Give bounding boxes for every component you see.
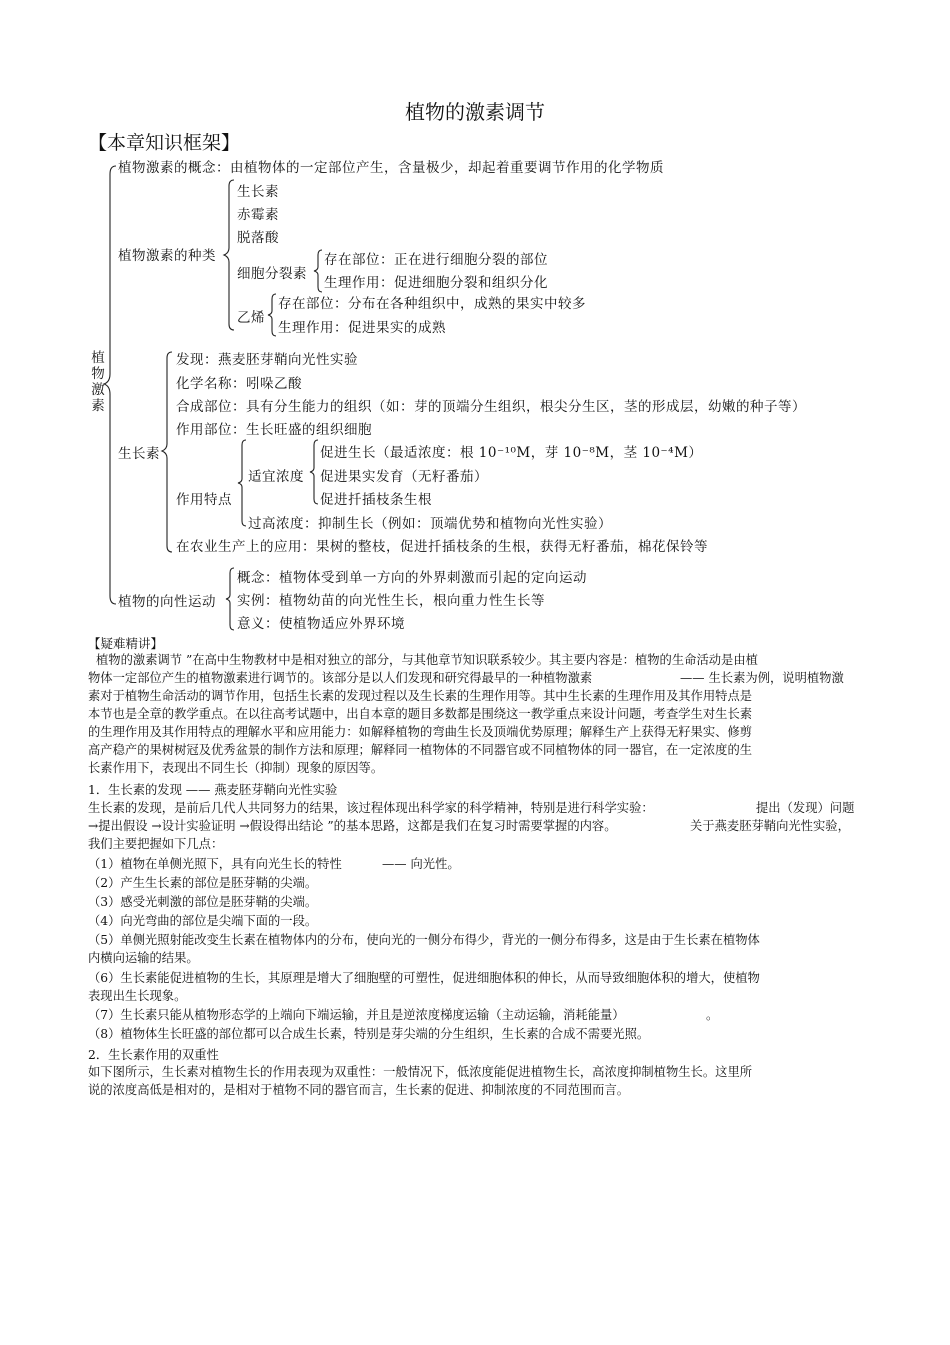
section-1-line: 提出（发现）问题 bbox=[756, 801, 855, 815]
high-concentration: 过高浓度：抑制生长（例如：顶端优势和植物向光性实验） bbox=[248, 516, 612, 532]
intro-line: 物体一定部位产生的植物激素进行调节的。该部分是以人们发现和研究得最早的一种植物激素 bbox=[88, 671, 593, 685]
cytokinin-location: 存在部位：正在进行细胞分裂的部位 bbox=[324, 252, 548, 268]
tropism-concept: 概念：植物体受到单一方向的外界刺激而引起的定向运动 bbox=[237, 570, 587, 586]
section-1-line: →提出假设 →设计实验证明 →假设得出结论 ”的基本思路，这都是我们在复习时需要掌握的内容。 bbox=[88, 819, 617, 833]
ethylene-location: 存在部位：分布在各种组织中，成熟的果实中较多 bbox=[278, 296, 586, 312]
type-abscisic-acid: 脱落酸 bbox=[237, 230, 279, 246]
section-1-line: 生长素的发现，是前后几代人共同努力的结果，该过程体现出科学家的科学精神，特别是进行科学实验： bbox=[88, 801, 654, 815]
suitable-fruit-development: 促进果实发育（无籽番茄） bbox=[320, 469, 488, 485]
intro-line: 长素作用下，表现出不同生长（抑制）现象的原因等。 bbox=[88, 761, 384, 775]
ethylene-brace bbox=[268, 294, 278, 336]
section-heading: 【疑难精讲】 bbox=[88, 636, 164, 651]
types-label: 植物激素的种类 bbox=[118, 248, 216, 264]
auxin-synthesis: 合成部位：具有分生能力的组织（如：芽的顶端分生组织，根尖分生区，茎的形成层，幼嫩的种子等） bbox=[176, 399, 806, 415]
cytokinin-brace bbox=[314, 250, 324, 292]
page-title: 植物的激素调节 bbox=[405, 100, 545, 124]
auxin-chemical-name: 化学名称：吲哚乙酸 bbox=[176, 376, 302, 392]
section-1-line: 我们主要把握如下几点： bbox=[88, 837, 224, 851]
intro-line: —— 生长素为例，说明植物激 bbox=[680, 671, 844, 685]
concept-line: 植物激素的概念：由植物体的一定部位产生，含量极少，却起着重要调节作用的化学物质 bbox=[118, 160, 664, 176]
intro-line: 高产稳产的果树树冠及优秀盆景的制作方法和原理；解释同一植物体的不同器官或不同植物体的同一器官，在一定浓度的生 bbox=[88, 743, 753, 757]
section-2-title: 2．生长素作用的双重性 bbox=[88, 1048, 219, 1062]
point-item: 表现出生长现象。 bbox=[88, 989, 187, 1003]
point-item: （1）植物在单侧光照下，具有向光生长的特性 bbox=[88, 857, 342, 871]
cytokinin-function: 生理作用：促进细胞分裂和组织分化 bbox=[324, 275, 548, 291]
tropism-label: 植物的向性运动 bbox=[118, 594, 216, 610]
tropism-example: 实例：植物幼苗的向光性生长，根向重力性生长等 bbox=[237, 593, 545, 609]
section-2-line: 说的浓度高低是相对的，是相对于植物不同的器官而言，生长素的促进、抑制浓度的不同范围而言。 bbox=[88, 1083, 630, 1097]
tropism-brace bbox=[226, 568, 236, 630]
point-item: （8）植物体生长旺盛的部位都可以合成生长素，特别是芽尖端的分生组织，生长素的合成不需要光照。 bbox=[88, 1027, 650, 1041]
chapter-heading: 【本章知识框架】 bbox=[88, 132, 241, 154]
auxin-discovery: 发现：燕麦胚芽鞘向光性实验 bbox=[176, 352, 358, 368]
intro-line: 本节也是全章的教学重点。在以往高考试题中，出自本章的题目多数都是围绕这一教学重点来设计问题，考查学生对生长素 bbox=[88, 707, 753, 721]
type-gibberellin: 赤霉素 bbox=[237, 207, 279, 223]
auxin-brace bbox=[162, 352, 174, 552]
point-item: （5）单侧光照射能改变生长素在植物体内的分布，使向光的一侧分布得少，背光的一侧分布得多，这是由于生长素在植物体 bbox=[88, 933, 760, 947]
point-item: （2）产生生长素的部位是胚芽鞘的尖端。 bbox=[88, 876, 318, 890]
point-item: 。 bbox=[706, 1008, 719, 1022]
suitable-rooting: 促进扦插枝条生根 bbox=[320, 492, 432, 508]
point-item: （6）生长素能促进植物的生长，其原理是增大了细胞壁的可塑性，促进细胞体积的伸长，从而导致细胞体积的增大，使植物 bbox=[88, 971, 760, 985]
type-cytokinin: 细胞分裂素 bbox=[237, 266, 307, 282]
suitable-promote-growth: 促进生长（最适浓度：根 10⁻¹⁰M，芽 10⁻⁸M，茎 10⁻⁴M） bbox=[320, 445, 703, 461]
auxin-agriculture: 在农业生产上的应用：果树的整枝，促进扦插枝条的生根，获得无籽番茄，棉花保铃等 bbox=[176, 539, 708, 555]
suitable-concentration-label: 适宜浓度 bbox=[248, 469, 304, 485]
root-brace bbox=[104, 166, 118, 606]
section-1-line: 关于燕麦胚芽鞘向光性实验， bbox=[690, 819, 850, 833]
suitable-brace bbox=[310, 440, 320, 504]
intro-line: 的生理作用及其作用特点的理解水平和应用能力：如解释植物的弯曲生长及顶端优势原理；解释生产上获得无籽果实、修剪 bbox=[88, 725, 753, 739]
type-auxin: 生长素 bbox=[237, 184, 279, 200]
type-ethylene: 乙烯 bbox=[237, 310, 265, 326]
ethylene-function: 生理作用：促进果实的成熟 bbox=[278, 320, 446, 336]
intro-line: 素对于植物生命活动的调节作用，包括生长素的发现过程以及生长素的生理作用等。其中生长素的生理作用及其作用特点是 bbox=[88, 689, 753, 703]
section-1-title: 1．生长素的发现 —— 燕麦胚芽鞘向光性实验 bbox=[88, 783, 338, 797]
types-brace bbox=[224, 180, 236, 330]
point-item: （3）感受光刺激的部位是胚芽鞘的尖端。 bbox=[88, 895, 318, 909]
point-item: （4）向光弯曲的部位是尖端下面的一段。 bbox=[88, 914, 318, 928]
auxin-features-label: 作用特点 bbox=[176, 492, 232, 508]
tropism-meaning: 意义：使植物适应外界环境 bbox=[237, 616, 405, 632]
point-item: —— 向光性。 bbox=[382, 857, 460, 871]
framework-root-label: 植物激素 bbox=[91, 350, 105, 414]
features-brace bbox=[238, 440, 248, 526]
intro-line: 植物的激素调节 ”在高中生物教材中是相对独立的部分，与其他章节知识联系较少。其主要内容是：植物的生命活动是由植 bbox=[96, 653, 758, 667]
auxin-action-site: 作用部位：生长旺盛的组织细胞 bbox=[176, 422, 372, 438]
section-2-line: 如下图所示，生长素对植物生长的作用表现为双重性：一般情况下，低浓度能促进植物生长，高浓度抑制植物生长。这里所 bbox=[88, 1065, 753, 1079]
point-item: （7）生长素只能从植物形态学的上端向下端运输，并且是逆浓度梯度运输（主动运输，消耗能量） bbox=[88, 1008, 625, 1022]
point-item: 内横向运输的结果。 bbox=[88, 951, 199, 965]
auxin-label: 生长素 bbox=[118, 446, 160, 462]
